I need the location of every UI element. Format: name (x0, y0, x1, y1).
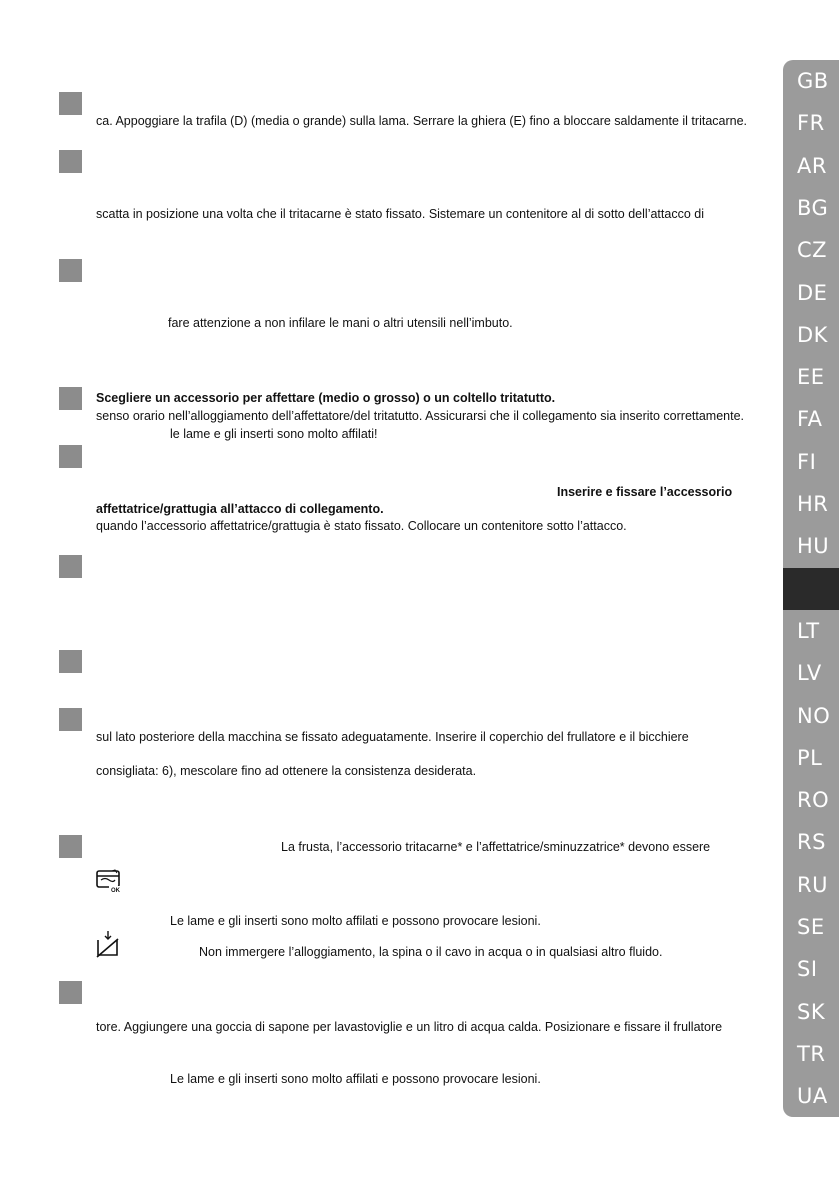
text-line: ca. Appoggiare la trafila (D) (media o grande) sulla lama. Serrare la ghiera (E) fino a bloccare saldamente il tritacarne. (96, 114, 748, 128)
language-sidebar (783, 60, 839, 1117)
language-tab-si[interactable]: SI (797, 957, 818, 982)
text-line: consigliata: 6), mescolare fino ad ottenere la consistenza desiderata. (96, 764, 477, 778)
language-tab-fr[interactable]: FR (797, 111, 825, 136)
language-tab-hu[interactable]: HU (797, 534, 830, 559)
step-marker-2 (59, 150, 82, 173)
step-marker-5 (59, 445, 82, 468)
text-line: La frusta, l’accessorio tritacarne* e l’affettatrice/sminuzzatrice* devono essere (281, 840, 711, 854)
language-tab-gb[interactable]: GB (797, 69, 829, 93)
language-tab-ro[interactable]: RO (797, 788, 830, 813)
step-marker-7 (59, 650, 82, 673)
step-marker-4 (59, 387, 82, 410)
text-line-bold: Scegliere un accessorio per affettare (medio o grosso) o un coltello tritatutto. (96, 391, 556, 405)
text-line: le lame e gli inserti sono molto affilati! (170, 427, 378, 441)
language-tab-hr[interactable]: HR (797, 492, 829, 516)
text-line: scatta in posizione una volta che il tritacarne è stato fissato. Sistemare un contenitore al di sotto dell’attacco di (96, 207, 704, 221)
language-tab-ee[interactable]: EE (797, 365, 825, 390)
step-marker-1 (59, 92, 82, 115)
language-tab-ru[interactable]: RU (797, 872, 828, 897)
language-tab-fa[interactable]: FA (797, 407, 823, 432)
dishwasher-ok-icon (96, 869, 122, 893)
language-tab-bg[interactable]: BG (797, 195, 829, 220)
language-tab-lt[interactable]: LT (797, 618, 820, 643)
step-marker-6 (59, 555, 82, 578)
step-marker-3 (59, 259, 82, 282)
language-tab-tr[interactable]: TR (797, 1041, 826, 1066)
language-tab-lv[interactable]: LV (797, 661, 822, 686)
text-line: sul lato posteriore della macchina se fissato adeguatamente. Inserire il coperchio del frullatore e il bicchiere (96, 730, 689, 744)
text-line: Non immergere l’alloggiamento, la spina o il cavo in acqua o in qualsiasi altro fluido. (199, 945, 663, 959)
text-line: senso orario nell’alloggiamento dell’affettatore/del tritatutto. Assicurarsi che il collegamento sia inserito correttamente. (96, 409, 745, 423)
text-line: fare attenzione a non infilare le mani o altri utensili nell’imbuto. (168, 316, 513, 330)
text-line: Le lame e gli inserti sono molto affilati e possono provocare lesioni. (170, 914, 541, 928)
language-tab-fi[interactable]: FI (797, 449, 817, 474)
step-marker-10 (59, 981, 82, 1004)
language-tab-sk[interactable]: SK (797, 999, 826, 1024)
dishwasher-badge: OK (111, 888, 120, 893)
text-line: tore. Aggiungere una goccia di sapone per lavastoviglie e un litro di acqua calda. Posizionare e fissare il frullatore (96, 1020, 723, 1034)
language-tab-active[interactable] (783, 568, 839, 610)
language-tab-rs[interactable]: RS (797, 830, 826, 855)
language-tab-no[interactable]: NO (797, 703, 831, 728)
step-marker-8 (59, 708, 82, 731)
language-tab-cz[interactable]: CZ (797, 238, 828, 263)
language-tab-se[interactable]: SE (797, 915, 825, 939)
step-marker-9 (59, 835, 82, 858)
text-line-bold: affettatrice/grattugia all’attacco di collegamento. (96, 502, 384, 516)
language-tab-dk[interactable]: DK (797, 322, 828, 347)
text-line-bold: Inserire e fissare l’accessorio (557, 485, 733, 499)
text-line: quando l’accessorio affettatrice/grattugia è stato fissato. Collocare un contenitore sotto l’attacco. (96, 519, 627, 533)
do-not-immerse-icon (96, 930, 120, 958)
language-tab-ar[interactable]: AR (797, 153, 827, 178)
language-tab-ua[interactable]: UA (797, 1084, 828, 1109)
language-tab-de[interactable]: DE (797, 280, 828, 305)
text-line: Le lame e gli inserti sono molto affilati e possono provocare lesioni. (170, 1072, 541, 1086)
language-tab-pl[interactable]: PL (797, 745, 823, 770)
